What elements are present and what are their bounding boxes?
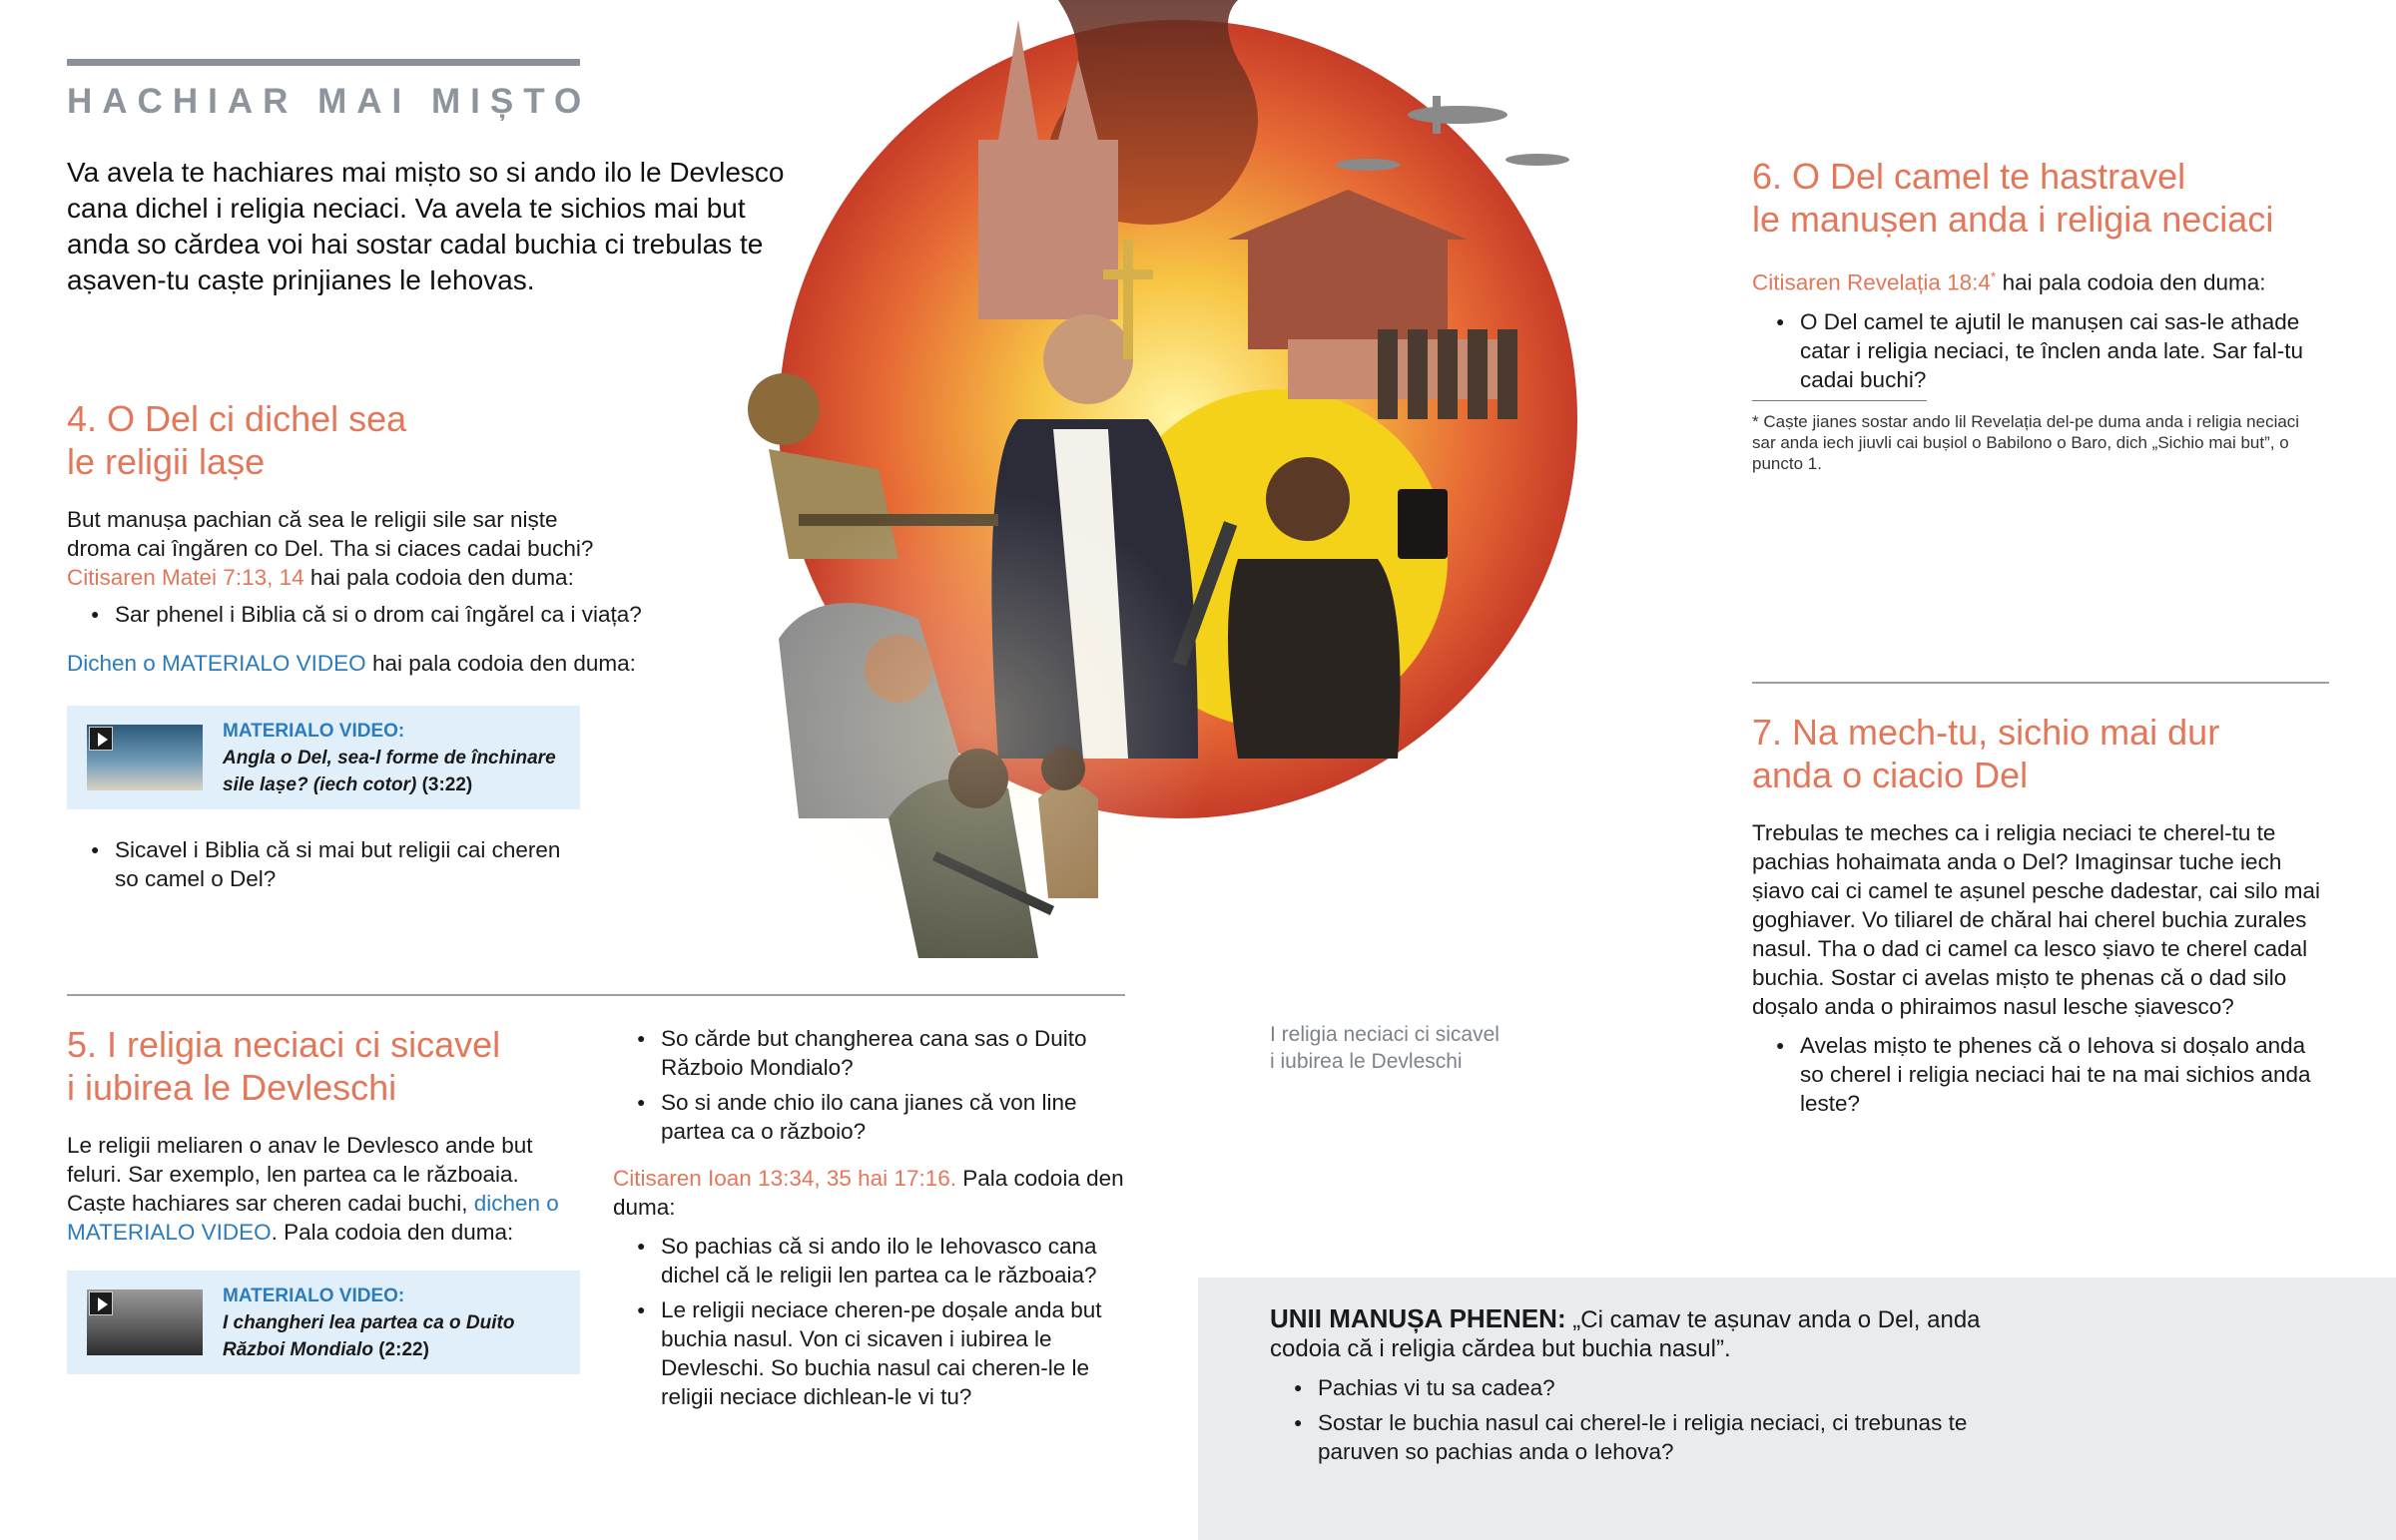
objection-content [1270, 1304, 2009, 1472]
section-5-bullets-2 [613, 1232, 1132, 1411]
objection-bullets [1270, 1373, 1989, 1466]
illustration-caption [1270, 1021, 1499, 1075]
section-5-column-2 [613, 1024, 1132, 1417]
section-4-scripture-link[interactable]: Citisaren Matei 7:13, 14 [67, 565, 304, 590]
section-5-bullets [613, 1024, 1132, 1146]
section-6-scripture-link[interactable]: Citisaren Revelația 18:4 [1752, 269, 1991, 295]
illustration [679, 0, 1737, 998]
video-label: MATERIALO VIDEO: [223, 1284, 405, 1306]
video-title: Angla o Del, sea-l forme de închinare sile laṣe? (iech cotor) [223, 747, 556, 795]
video-link[interactable]: Dichen o MATERIALO VIDEO [67, 651, 366, 676]
play-icon[interactable] [89, 1291, 113, 1315]
section-7-title-line-2: anda o ciacio Del [1752, 755, 2029, 795]
video-thumbnail [87, 725, 203, 790]
footnote: * Caṣte jianes sostar ando lil Revelația del-pe duma anda i religia neciaci sar anda iech jiuvli cai buṣiol o Babilono o Baro, dich „Sichio mai but”, o puncto 1. [1752, 411, 2300, 473]
section-5-title-line-1: 5. I religia neciaci ci sicavel [67, 1024, 501, 1065]
section-7-bullets [1752, 1031, 2311, 1118]
section-5-body [67, 1131, 566, 1247]
section-4 [67, 397, 706, 899]
section-5-paragraph: Le religii meliaren o anav le Devlesco ande but feluri. Sar exemplo, len partea ca le războaia. Caṣte hachiares sar cheren cadai buchi, [67, 1133, 533, 1216]
video-text [223, 1283, 560, 1363]
objection-label: UNII MANUȘA PHENEN: [1270, 1303, 1566, 1333]
footnote-marker[interactable]: * [1990, 268, 1997, 284]
play-icon[interactable] [89, 727, 113, 751]
section-6 [1752, 155, 2331, 474]
video-link[interactable]: dichen o MATERIALO VIDEO [67, 1191, 559, 1245]
list-item: ● O Del camel te ajutil le manuṣen cai sas-le athade catar i religia neciaci, te înclen anda late. Sar fal-tu cadai buchi? [1752, 307, 2331, 394]
section-7-title-line-1: 7. Na mech-tu, sichio mai dur [1752, 712, 2220, 753]
footnote-rule [1752, 400, 1927, 401]
section-5-title [67, 1023, 586, 1109]
section-4-ref-suffix: hai pala codoia den duma: [303, 565, 574, 590]
caption-line-1: I religia neciaci ci sicavel [1270, 1023, 1499, 1046]
list-item: ● Sicavel i Biblia că si mai but religii cai cheren so camel o Del? [67, 835, 586, 893]
section-5 [67, 1023, 586, 1374]
section-4-title-line-1: 4. O Del ci dichel sea [67, 398, 407, 439]
video-card[interactable] [67, 1271, 580, 1374]
section-7 [1752, 711, 2331, 1124]
section-6-title-line-1: 6. O Del camel te hastravel [1752, 156, 2186, 197]
list-item: ● Avelas miṣto te phenes că o Iehova si doṣalo anda so cherel i religia neciaci hai te na mai sichios anda leste? [1752, 1031, 2311, 1118]
section-kicker: HACHIAR MAI MIȘTO [67, 82, 592, 121]
section-4-video-prompt [67, 649, 706, 678]
section-5-scripture-link[interactable]: Citisaren Ioan 13:34, 35 hai 17:16. [613, 1166, 956, 1191]
list-item: ● Le religii neciace cheren-pe doṣale anda but buchia nasul. Von ci sicaven i iubirea le Devleschi. So buchia nasul cai cheren-le le religii neciace dichlean-le vi tu? [613, 1295, 1132, 1411]
section-divider [67, 994, 1125, 996]
list-item: ● Sar phenel i Biblia că si o drom cai îngărel ca i viața? [67, 600, 706, 629]
list-item: ● So pachias că si ando ilo le Iehovasco cana dichel că le religii len partea ca le războaia? [613, 1232, 1132, 1289]
section-4-paragraph: But manuṣa pachian că sea le religii sile sar niṣte droma cai îngăren co Del. Tha si ciaces cadai buchi? [67, 507, 594, 561]
list-item: ● So cărde but changherea cana sas o Duito Războio Mondialo? [613, 1024, 1132, 1082]
section-5-para-suffix: . Pala codoia den duma: [271, 1220, 514, 1245]
video-thumbnail [87, 1289, 203, 1355]
section-6-ref-suffix: hai pala codoia den duma: [1996, 269, 2266, 295]
section-5-title-line-2: i iubirea le Devleschi [67, 1067, 397, 1108]
section-6-title-line-2: le manuṣen anda i religia neciaci [1752, 199, 2274, 240]
section-7-title [1752, 711, 2331, 796]
list-item: ● Sostar le buchia nasul cai cherel-le i religia neciaci, ci trebunas te paruven so pachias anda o Iehova? [1270, 1408, 1989, 1466]
objection-text: „Ci camav te aṣunav anda o Del, anda codoia că i religia cărdea but buchia nasul”. [1270, 1306, 1981, 1362]
section-6-scripture [1752, 262, 2331, 297]
video-title: I changheri lea partea ca o Duito Război Mondialo [223, 1311, 515, 1360]
caption-line-2: i iubirea le Devleschi [1270, 1050, 1463, 1073]
section-divider [1752, 682, 2329, 684]
video-text [223, 718, 560, 798]
video-label: MATERIALO VIDEO: [223, 720, 405, 742]
section-4-title [67, 397, 706, 483]
section-7-paragraph: Trebulas te meches ca i religia neciaci te cherel-tu te pachias hohaimata anda o Del? Imaginsar tuche iech ṣiavo cai ci camel te aṣunel pesche dadestar, cai silo mai goghiaver. Vo tiliarel de chăral hai cherel buchia zurales nasul. Tha o dad ci camel ca lesco ṣiavo te cherel cadal buchia. Sostar ci avelas miṣto te phenas că o dad silo doṣalo anda o phiraimos nasul lesche ṣiavesco? [1752, 820, 2321, 1019]
section-4-body [67, 505, 626, 592]
objection-quote [1270, 1304, 2009, 1363]
header-rule [67, 59, 580, 66]
video-prompt-suffix: hai pala codoia den duma: [365, 651, 636, 676]
section-4-bullets-2 [67, 835, 586, 893]
section-4-bullets [67, 600, 706, 629]
section-5-ref-suffix: Pala codoia den duma: [613, 1166, 1124, 1220]
video-card[interactable] [67, 706, 580, 809]
video-duration: (2:22) [372, 1338, 429, 1360]
section-4-title-line-2: le religii laṣe [67, 441, 266, 482]
intro-paragraph: Va avela te hachiares mai miṣto so si ando ilo le Devlesco cana dichel i religia neciaci. Va avela te sichios mai but anda so cărdea voi hai sostar cadal buchia ci trebulas te aṣaven-tu caṣte prinjianes le Iehovas. [67, 157, 785, 295]
section-5-scripture [613, 1164, 1132, 1222]
list-item: ● Pachias vi tu sa cadea? [1270, 1373, 1989, 1402]
video-duration: (3:22) [416, 773, 473, 795]
list-item: ● So si ande chio ilo cana jianes că von line partea ca o războio? [613, 1088, 1132, 1146]
section-6-title [1752, 155, 2331, 241]
section-6-bullets [1752, 307, 2331, 394]
